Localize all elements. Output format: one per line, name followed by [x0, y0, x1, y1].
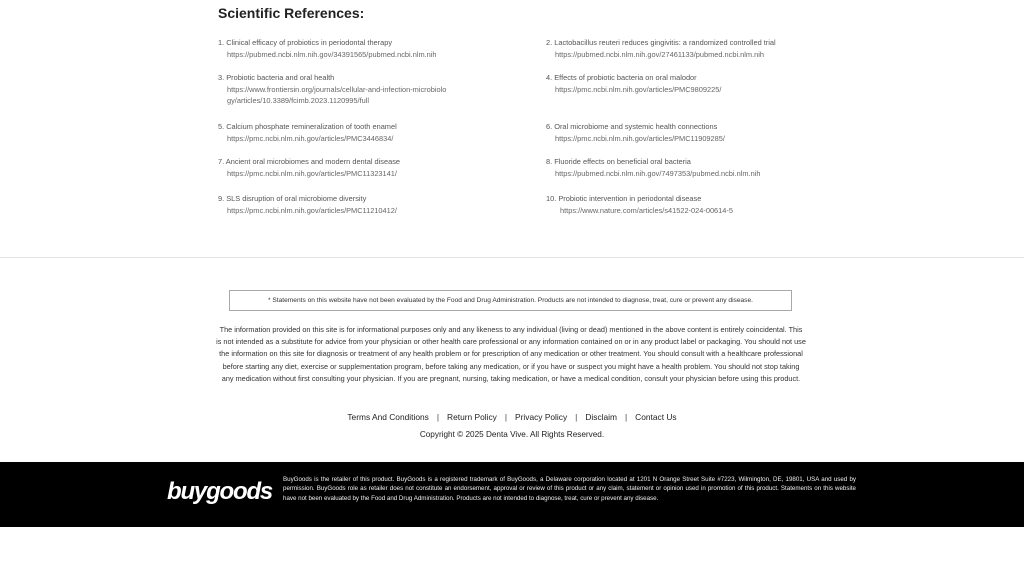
reference-item [546, 156, 760, 179]
reference-item [546, 121, 725, 144]
reference-title: 5. Calcium phosphate remineralization of tooth enamel [218, 122, 397, 131]
reference-url[interactable]: https://pmc.ncbi.nlm.nih.gov/articles/PMC9809225/ [555, 84, 722, 94]
reference-title: 3. Probiotic bacteria and oral health [218, 73, 335, 82]
buygoods-retailer-text: BuyGoods is the retailer of this product. BuyGoods is a registered trademark of BuyGoods, a Delaware corporation located at 1201 N Orange Street Suite #7223, Wilmington, DE, 19801, USA and used by permission. BuyGoods role as retailer does not constitute an endorsement, approval or review of this product or any claim, statement or opinion used in promotion of this product. Statements on this website have not been evaluated by the Food and Drug Administration. Products are not intended to diagnose, treat, cure or prevent any disease. [283, 476, 856, 502]
reference-title: 10. Probiotic intervention in periodontal disease [546, 194, 702, 203]
reference-title: 4. Effects of probiotic bacteria on oral malodor [546, 73, 697, 82]
reference-url[interactable]: https://www.nature.com/articles/s41522-024-00614-5 [560, 205, 733, 215]
reference-url[interactable]: https://pubmed.ncbi.nlm.nih.gov/27461133/pubmed.ncbi.nlm.nih [555, 49, 764, 59]
section-divider [0, 257, 1024, 258]
disclaim-link[interactable]: Disclaim [585, 412, 617, 422]
reference-item [218, 193, 397, 216]
reference-url[interactable]: https://pmc.ncbi.nlm.nih.gov/articles/PMC11210412/ [227, 205, 397, 215]
reference-url[interactable]: https://pmc.ncbi.nlm.nih.gov/articles/PMC11909285/ [555, 133, 725, 143]
privacy-policy-link[interactable]: Privacy Policy [515, 412, 568, 422]
reference-item [546, 72, 721, 95]
fda-disclaimer-box: * Statements on this website have not been evaluated by the Food and Drug Administration. Products are not intended to diagnose, treat, cure or prevent any disease. [229, 290, 792, 311]
references-title: Scientific References: [218, 5, 365, 21]
reference-url[interactable]: https://pmc.ncbi.nlm.nih.gov/articles/PMC11323141/ [227, 168, 397, 178]
reference-title: 8. Fluoride effects on beneficial oral bacteria [546, 157, 691, 166]
reference-item [218, 121, 397, 144]
reference-item [546, 193, 733, 216]
terms-link[interactable]: Terms And Conditions [347, 412, 429, 422]
reference-url[interactable]: https://www.frontiersin.org/journals/cellular-and-infection-microbiolo gy/articles/10.3389/fcimb.2023.1120995/full [227, 84, 447, 106]
reference-url[interactable]: https://pubmed.ncbi.nlm.nih.gov/34391565/pubmed.ncbi.nlm.nih [227, 49, 437, 59]
reference-url[interactable]: https://pmc.ncbi.nlm.nih.gov/articles/PMC3446834/ [227, 133, 394, 143]
reference-item [218, 72, 446, 107]
footer-links [0, 412, 1024, 422]
reference-title: 2. Lactobacillus reuteri reduces gingivitis: a randomized controlled trial [546, 38, 776, 47]
link-separator: | [436, 412, 440, 422]
contact-link[interactable]: Contact Us [635, 412, 677, 422]
reference-title: 1. Clinical efficacy of probiotics in periodontal therapy [218, 38, 393, 47]
reference-title: 6. Oral microbiome and systemic health connections [546, 122, 718, 131]
reference-item [218, 156, 400, 179]
reference-item [546, 37, 776, 60]
reference-title: 7. Ancient oral microbiomes and modern dental disease [218, 157, 400, 166]
info-disclaimer-text: The information provided on this site is for informational purposes only and any likeness to any individual (living or dead) mentioned in the above content is entirely coincidental. This is not intended as a substitute for advice from your physician or other health care professional or any information contained on or in any product label or packaging. You should not use the information on this site for diagnosis or treatment of any health problem or for prescription of any medication or other treatment. You should consult with a healthcare professional before starting any diet, exercise or supplementation program, before taking any medication, or if you have or suspect you might have a health problem. You should not stop taking any medication without first consulting your physician. If you are pregnant, nursing, taking medication, or have a medical condition, consult your physician before using this product. [216, 325, 806, 383]
link-separator: | [504, 412, 508, 422]
reference-item [218, 37, 437, 60]
reference-url[interactable]: https://pubmed.ncbi.nlm.nih.gov/7497353/pubmed.ncbi.nlm.nih [555, 168, 761, 178]
buygoods-logo: buygoods [167, 478, 273, 505]
copyright-text: Copyright © 2025 Denta Vive. All Rights Reserved. [419, 430, 605, 439]
return-policy-link[interactable]: Return Policy [447, 412, 497, 422]
reference-title: 9. SLS disruption of oral microbiome diversity [218, 194, 367, 203]
link-separator: | [624, 412, 628, 422]
link-separator: | [575, 412, 578, 422]
